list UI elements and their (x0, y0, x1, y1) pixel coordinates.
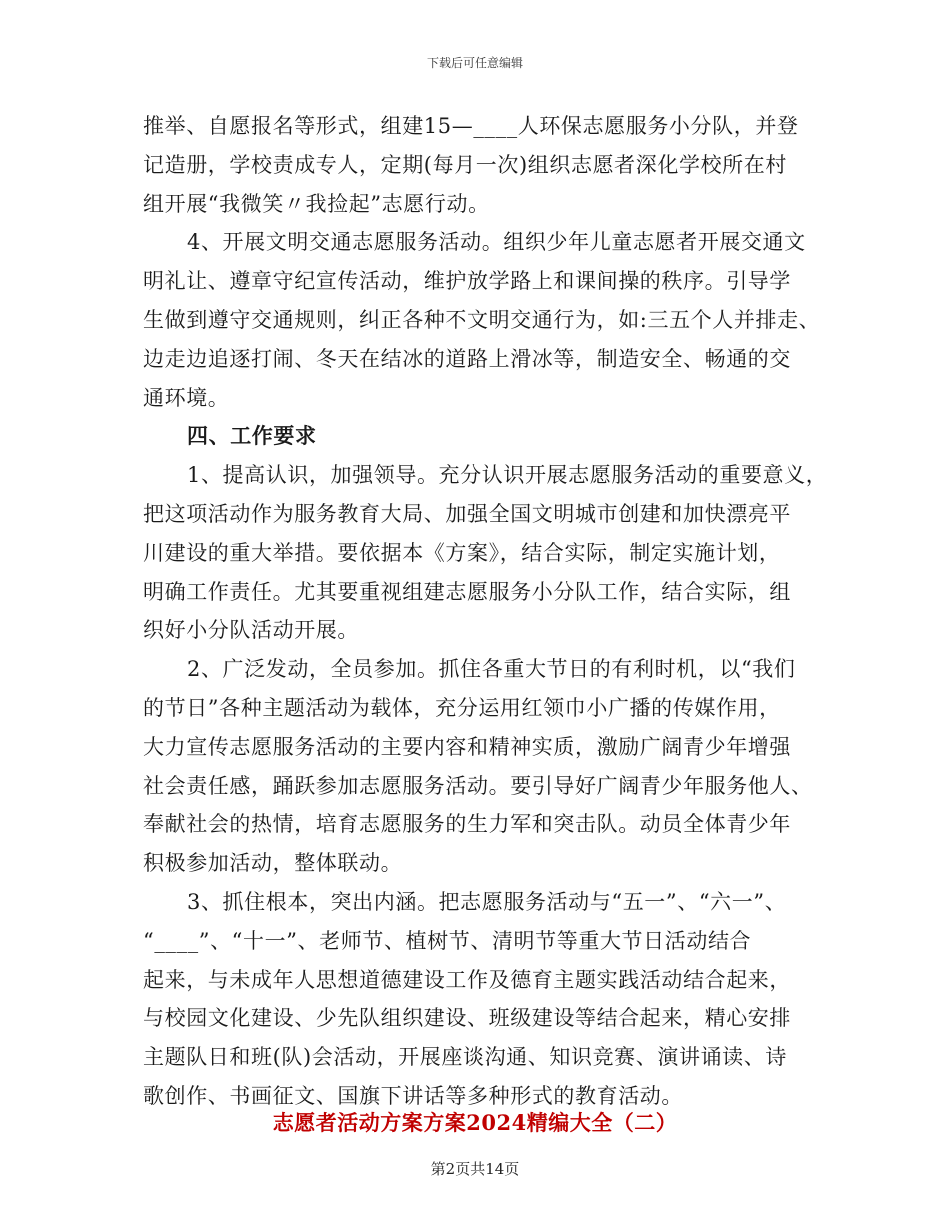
text-line: 川建设的重大举措。要依据本《方案》，结合实际，制定实施计划， (143, 540, 781, 565)
text-line: 2、广泛发动，全员参加。抓住各重大节日的有利时机，以“我们 (187, 657, 796, 682)
text-line: 明礼让、遵章守纪宣传活动，维护放学路上和课间操的秩序。引导学 (143, 269, 791, 294)
text-line: 把这项活动作为服务教育大局、加强全国文明城市创建和加快漂亮平 (143, 501, 791, 526)
text-line: “____”、“十一”、老师节、植树节、清明节等重大节日活动结合 (143, 928, 752, 953)
text-line: 奉献社会的热情，培育志愿服务的生力军和突击队。动员全体青少年 (143, 812, 791, 837)
paragraph-2 (143, 223, 833, 417)
text-line: 积极参加活动，整体联动。 (143, 851, 403, 876)
document-body (143, 107, 833, 1116)
paragraph-4 (143, 650, 833, 883)
text-line: 起来，与未成年人思想道德建设工作及德育主题实践活动结合起来， (143, 967, 791, 992)
heading-text: 四、工作要求 (187, 423, 317, 449)
text-line: 与校园文化建设、少先队组织建设、班级建设等结合起来，精心安排 (143, 1006, 791, 1031)
text-line: 织好小分队活动开展。 (143, 618, 359, 643)
text-line: 主题队日和班(队)会活动，开展座谈沟通、知识竞赛、演讲诵读、诗 (143, 1045, 787, 1070)
text-line: 社会责任感，踊跃参加志愿服务活动。要引导好广阔青少年服务他人、 (143, 773, 813, 798)
text-line: 歌创作、书画征文、国旗下讲话等多种形式的教育活动。 (143, 1083, 683, 1108)
text-line: 4、开展文明交通志愿服务活动。组织少年儿童志愿者开展交通文 (187, 230, 806, 255)
text-line: 通环境。 (143, 385, 230, 410)
text-line: 1、提高认识，加强领导。充分认识开展志愿服务活动的重要意义， (187, 463, 828, 488)
text-line: 边走边追逐打闹、冬天在结冰的道路上滑冰等，制造安全、畅通的交 (143, 346, 791, 371)
text-line: 明确工作责任。尤其要重视组建志愿服务小分队工作，结合实际，组 (143, 579, 791, 604)
paragraph-3 (143, 456, 833, 650)
text-line: 的节日”各种主题活动为载体，充分运用红领巾小广播的传媒作用， (143, 695, 781, 720)
text-line: 组开展“我微笑〃我捡起”志愿行动。 (143, 191, 490, 216)
page-header: 下载后可任意编辑 (426, 56, 523, 70)
text-line: 大力宣传志愿服务活动的主要内容和精神实质，激励广阔青少年增强 (143, 734, 791, 759)
paragraph-1 (143, 107, 833, 223)
section-heading (143, 417, 833, 456)
page-number: 第2页共14页 (430, 1160, 520, 1178)
text-line: 推举、自愿报名等形式，组建15—____人环保志愿服务小分队，并登 (143, 114, 799, 138)
section-title: 志愿者活动方案方案2024精编大全（二） (272, 1110, 678, 1135)
text-line: 记造册，学校责成专人，定期(每月一次)组织志愿者深化学校所在村 (143, 152, 787, 177)
text-line: 3、抓住根本，突出内涵。把志愿服务活动与“五一”、“六一”、 (187, 889, 787, 914)
paragraph-5 (143, 883, 833, 1116)
text-line: 生做到遵守交通规则，纠正各种不文明交通行为，如:三五个人并排走、 (143, 307, 821, 332)
